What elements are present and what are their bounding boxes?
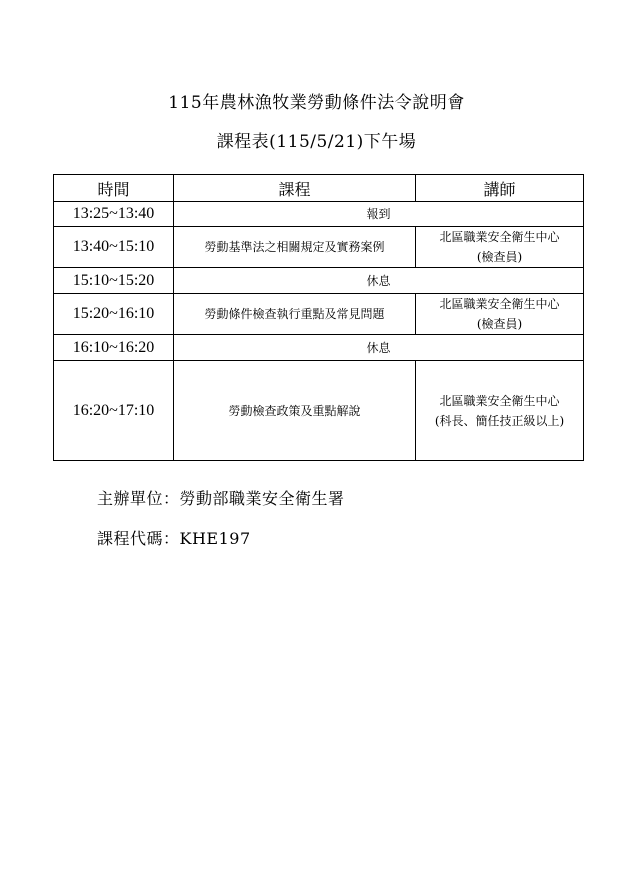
lecturer-org: 北區職業安全衛生中心 bbox=[439, 297, 560, 311]
table-header-row bbox=[54, 175, 584, 202]
lecturer-org: 北區職業安全衛生中心 bbox=[439, 393, 560, 408]
row-course: 勞動條件檢查執行重點及常見問題 bbox=[174, 294, 416, 335]
table-row bbox=[54, 227, 584, 268]
header-course: 課程 bbox=[174, 175, 416, 202]
row-time: 15:20~16:10 bbox=[54, 294, 174, 335]
row-time: 15:10~15:20 bbox=[54, 268, 174, 294]
table-row bbox=[54, 335, 584, 361]
row-course: 勞動基準法之相關規定及實務案例 bbox=[174, 227, 416, 268]
row-activity: 休息 bbox=[174, 268, 584, 294]
header-lecturer: 講師 bbox=[416, 175, 584, 202]
table-row bbox=[54, 268, 584, 294]
row-lecturer bbox=[416, 361, 584, 461]
document-title: 115年農林漁牧業勞動條件法令說明會 bbox=[168, 93, 465, 113]
course-code-text: 課程代碼：KHE197 bbox=[97, 529, 251, 548]
table-row bbox=[54, 361, 584, 461]
lecturer-role: (檢查員) bbox=[476, 317, 523, 331]
table-row bbox=[54, 202, 584, 227]
schedule-table bbox=[53, 174, 584, 461]
row-activity: 休息 bbox=[174, 335, 584, 361]
row-activity: 報到 bbox=[174, 202, 584, 227]
table-row bbox=[54, 294, 584, 335]
row-lecturer bbox=[416, 294, 584, 335]
header-time: 時間 bbox=[54, 175, 174, 202]
organizer-text: 主辦單位：勞動部職業安全衛生署 bbox=[97, 489, 345, 508]
lecturer-role: (檢查員) bbox=[476, 250, 523, 264]
row-time: 16:20~17:10 bbox=[54, 361, 174, 461]
lecturer-org: 北區職業安全衛生中心 bbox=[439, 230, 560, 244]
row-lecturer bbox=[416, 227, 584, 268]
row-time: 13:40~15:10 bbox=[54, 227, 174, 268]
row-time: 13:25~13:40 bbox=[54, 202, 174, 227]
schedule-subtitle: 課程表(115/5/21)下午場 bbox=[216, 132, 417, 152]
row-time: 16:10~16:20 bbox=[54, 335, 174, 361]
lecturer-role: (科長、簡任技正級以上) bbox=[434, 413, 565, 428]
row-course: 勞動檢查政策及重點解說 bbox=[174, 361, 416, 461]
